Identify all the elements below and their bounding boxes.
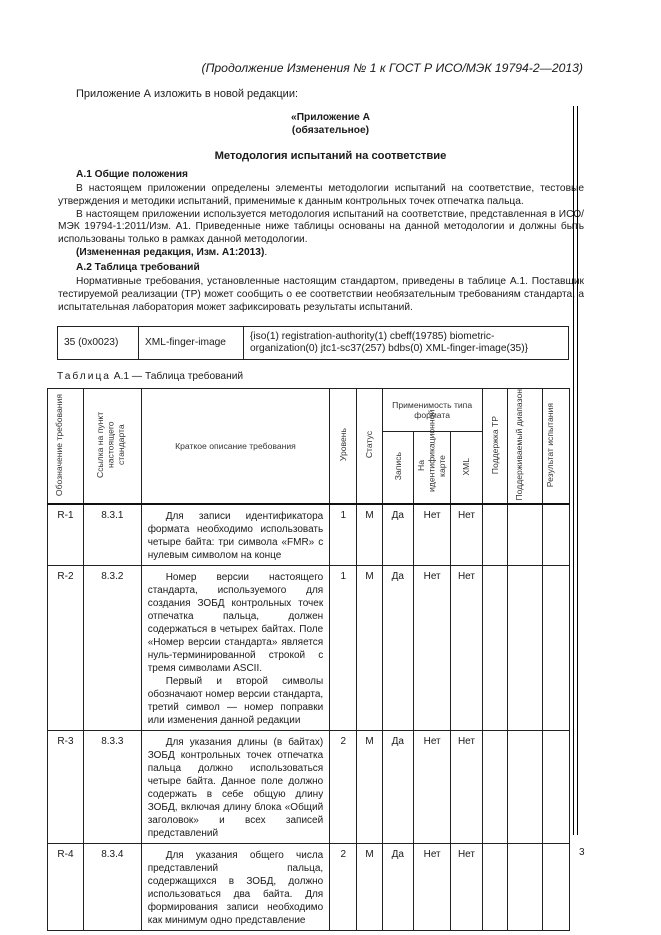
amendment-note — [58, 247, 584, 260]
req-id: R-1 — [48, 504, 84, 566]
req-range[interactable] — [507, 504, 542, 566]
header-status — [357, 389, 382, 505]
table-caption-dash: — — [129, 371, 145, 382]
header-label: Результат испытания — [544, 402, 555, 487]
req-ref: 8.3.2 — [83, 566, 141, 731]
header-description: Краткое описание требования — [141, 389, 330, 505]
header-designation — [48, 389, 84, 505]
req-desc-paragraph: Первый и второй символы обозначают номер версии стандарта, третий символ — номер поправки или изменения данной редакции — [147, 676, 324, 727]
req-ref: 8.3.3 — [83, 731, 141, 844]
methodology-title: Методология испытаний на соответствие — [214, 150, 447, 162]
header-label: Уровень — [338, 428, 349, 462]
req-record: Да — [382, 504, 414, 566]
header-level — [330, 389, 357, 505]
req-level: 1 — [330, 504, 357, 566]
req-desc — [141, 504, 330, 566]
req-ref: 8.3.4 — [83, 844, 141, 931]
table-row — [48, 731, 570, 844]
req-result[interactable] — [542, 566, 569, 731]
annex-title-line1: «Приложение А — [291, 112, 370, 123]
req-result[interactable] — [542, 504, 569, 566]
section-a1-heading: А.1 Общие положения — [76, 169, 188, 180]
req-card: Нет — [414, 844, 451, 931]
intro-text: Приложение А изложить в новой редакции: — [76, 88, 299, 100]
header-label: Обозначение требования — [54, 393, 65, 496]
req-desc — [141, 731, 330, 844]
amendment-note-text: (Измененная редакция, Изм. А1:2013) — [76, 246, 265, 258]
header-label: Ссылка на пункт настоящего стандарта — [95, 411, 127, 478]
table-caption-number: А.1 — [113, 371, 130, 382]
req-level: 2 — [330, 844, 357, 931]
paragraph: Нормативные требования, установленные настоящим стандартом, приведены в таблице А.1. Поставщик тестируемой реализации (ТР) может сообщить о ее соответствии необязательным требованиям стандарта, а испытательная лаборатория может зафиксировать результаты испытаний. — [58, 276, 584, 313]
req-desc — [141, 844, 330, 931]
header-record — [382, 432, 414, 504]
req-record: Да — [382, 844, 414, 931]
req-xml: Нет — [451, 504, 483, 566]
req-support[interactable] — [482, 844, 507, 931]
req-xml: Нет — [451, 566, 483, 731]
page-number: 3 — [579, 847, 585, 858]
annex-title — [0, 111, 661, 137]
oid-value-cell: {iso(1) registration-authority(1) cbeff(19785) biometric-organization(0) jtc1-sc37(257) bdbs(0) XML-finger-image(35)} — [244, 327, 569, 360]
header-label: Статус — [364, 431, 375, 459]
requirements-table — [47, 388, 570, 931]
req-result[interactable] — [542, 731, 569, 844]
header-label: Поддержка ТР — [489, 415, 500, 474]
running-header: (Продолжение Изменения № 1 к ГОСТ Р ИСО/МЭК 19794-2—2013) — [201, 61, 583, 75]
header-card — [414, 410, 451, 504]
header-xml — [451, 432, 483, 504]
req-id: R-3 — [48, 731, 84, 844]
req-range[interactable] — [507, 566, 542, 731]
req-card: Нет — [414, 731, 451, 844]
header-support — [482, 389, 507, 505]
req-xml: Нет — [451, 731, 483, 844]
header-label: Запись — [392, 452, 403, 481]
req-range[interactable] — [507, 731, 542, 844]
req-card: Нет — [414, 504, 451, 566]
section-a2-body — [58, 276, 584, 314]
paragraph: В настоящем приложении определены элементы методологии испытаний на соответствие, тестовые утверждения и методики испытаний, применимые к данным контрольных точек отпечатка пальца. — [58, 183, 584, 207]
oid-code-cell: 35 (0x0023) — [58, 327, 139, 360]
table-row — [58, 327, 569, 360]
oid-name-cell: XML-finger-image — [139, 327, 244, 360]
header-result — [542, 389, 569, 505]
req-record: Да — [382, 731, 414, 844]
req-status: M — [357, 504, 382, 566]
table-row — [48, 566, 570, 731]
req-desc-paragraph: Для записи идентификатора формата необходимо использовать четыре байта: три символа «FMR» с нулевым символом на конце — [147, 511, 324, 562]
req-desc-paragraph: Номер версии настоящего стандарта, используемого для создания ЗОБД контрольных точек отпечатка пальца, должен содержаться в четырех байтах. Поле «Номер версии стандарта» является нуль-терминированной строкой с тремя символами ASCII. — [147, 572, 324, 675]
req-card: Нет — [414, 566, 451, 731]
header-label: XML — [461, 457, 472, 476]
paragraph: В настоящем приложении используется методология испытаний на соответствие, представленная в ИСО/МЭК 19794-1:2011/Изм. А1. Приведенные ниже таблицы основаны на данной методологии и должны быть использованы только в рамках данной методологии. — [58, 208, 584, 246]
req-support[interactable] — [482, 566, 507, 731]
amendment-note-period: . — [264, 246, 268, 258]
req-record: Да — [382, 566, 414, 731]
table-row — [48, 844, 570, 931]
table-row — [48, 504, 570, 566]
table-caption-prefix: Таблица — [57, 371, 111, 382]
req-result[interactable] — [542, 844, 569, 931]
req-support[interactable] — [482, 504, 507, 566]
header-label: На идентификационной карте — [416, 410, 448, 493]
section-a1-body — [58, 183, 584, 260]
header-reference — [83, 389, 141, 505]
req-desc-paragraph: Для указания общего числа представлений пальца, содержащихся в ЗОБД, должно использоваться два байта. Для формирования записи необходимо как минимум одно представление — [147, 850, 324, 927]
header-applicability: Применимость типа формата — [382, 389, 482, 432]
header-range — [507, 389, 542, 505]
annex-title-line2: (обязательное) — [291, 125, 370, 136]
change-margin-bar — [573, 106, 578, 835]
oid-table — [57, 326, 569, 360]
req-desc-paragraph: Для указания длины (в байтах) ЗОБД контрольных точек отпечатка пальца должно использоваться четыре байта. Данное поле должно содержать в себе общую длину ЗОБД, включая длину блока «Общий заголовок» и всех записей представлений — [147, 737, 324, 840]
req-level: 1 — [330, 566, 357, 731]
req-status: M — [357, 731, 382, 844]
req-desc — [141, 566, 330, 731]
table-caption-title: Таблица требований — [144, 371, 244, 382]
section-a2-heading: А.2 Таблица требований — [76, 262, 200, 273]
req-range[interactable] — [507, 844, 542, 931]
table-caption — [57, 371, 243, 382]
req-status: M — [357, 566, 382, 731]
req-support[interactable] — [482, 731, 507, 844]
req-id: R-4 — [48, 844, 84, 931]
req-xml: Нет — [451, 844, 483, 931]
req-level: 2 — [330, 731, 357, 844]
req-id: R-2 — [48, 566, 84, 731]
header-label: Поддерживаемый диапазон — [513, 389, 524, 501]
req-ref: 8.3.1 — [83, 504, 141, 566]
req-status: M — [357, 844, 382, 931]
